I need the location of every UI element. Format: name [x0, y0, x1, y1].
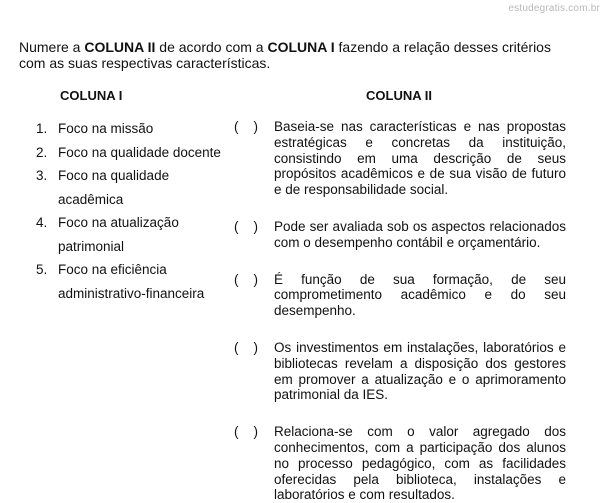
item-number: 1.	[36, 121, 48, 136]
column2-item	[234, 340, 566, 403]
column2-header: COLUNA II	[366, 88, 432, 103]
item-description: Pode ser avaliada sob os aspectos relacionados com o desempenho contábil e orçamentário.	[274, 218, 566, 250]
item-description: É função de sua formação, de seu comprometimento acadêmico e do seu desempenho.	[274, 271, 566, 319]
column1-header: COLUNA I	[60, 88, 123, 103]
answer-blank[interactable]: ( )	[234, 119, 258, 134]
question-text-part2: de acordo com a	[155, 39, 268, 55]
column1-item	[36, 141, 226, 165]
column2-item	[234, 219, 566, 251]
item-label: Foco na qualidade docente	[58, 144, 221, 160]
item-description: Relaciona-se com o valor agregado dos conhecimentos, com a participação dos alunos no processo pedagógico, com as facilidades oferecidas pela biblioteca, instalações e laboratórios e com resultados.	[274, 424, 566, 503]
column2-item	[234, 424, 566, 503]
item-label: Foco na eficiência administrativo-financeira	[58, 262, 205, 301]
question-bold-column2: COLUNA II	[84, 39, 156, 55]
watermark: estudegratis.com.br	[508, 3, 600, 14]
item-number: 4.	[36, 215, 48, 230]
question-statement	[19, 39, 579, 71]
question-text-part3: fazendo a relação desses critérios com as suas respectivas características.	[19, 39, 551, 71]
item-label: Foco na qualidade acadêmica	[58, 168, 170, 207]
item-number: 2.	[36, 144, 48, 160]
column2-list	[234, 119, 566, 503]
answer-blank[interactable]: ( )	[234, 218, 258, 234]
column1-item	[36, 117, 226, 141]
item-label: Foco na missão	[58, 121, 154, 136]
column1-item	[36, 164, 226, 211]
column1-item	[36, 258, 226, 305]
item-number: 3.	[36, 168, 48, 183]
item-number: 5.	[36, 262, 48, 277]
item-label: Foco na atualização patrimonial	[58, 215, 179, 254]
column2-item	[234, 119, 566, 198]
answer-blank[interactable]: ( )	[234, 339, 258, 355]
item-description: Os investimentos em instalações, laboratórios e bibliotecas revelam a disposição dos gestores em promover a atualização e o aprimoramento patrimonial da IES.	[274, 339, 566, 403]
answer-blank[interactable]: ( )	[234, 271, 258, 287]
question-bold-column1: COLUNA I	[267, 39, 335, 55]
column1-item	[36, 211, 226, 258]
answer-blank[interactable]: ( )	[234, 424, 258, 440]
question-text-part1: Numere a	[19, 39, 85, 55]
column1-list	[36, 117, 226, 305]
column2-item	[234, 272, 566, 319]
item-description: Baseia-se nas características e nas propostas estratégicas e concretas da instituição, consistindo em uma descrição de seus propósitos acadêmicos e de sua visão de futuro e de responsabilidade social.	[274, 119, 566, 198]
